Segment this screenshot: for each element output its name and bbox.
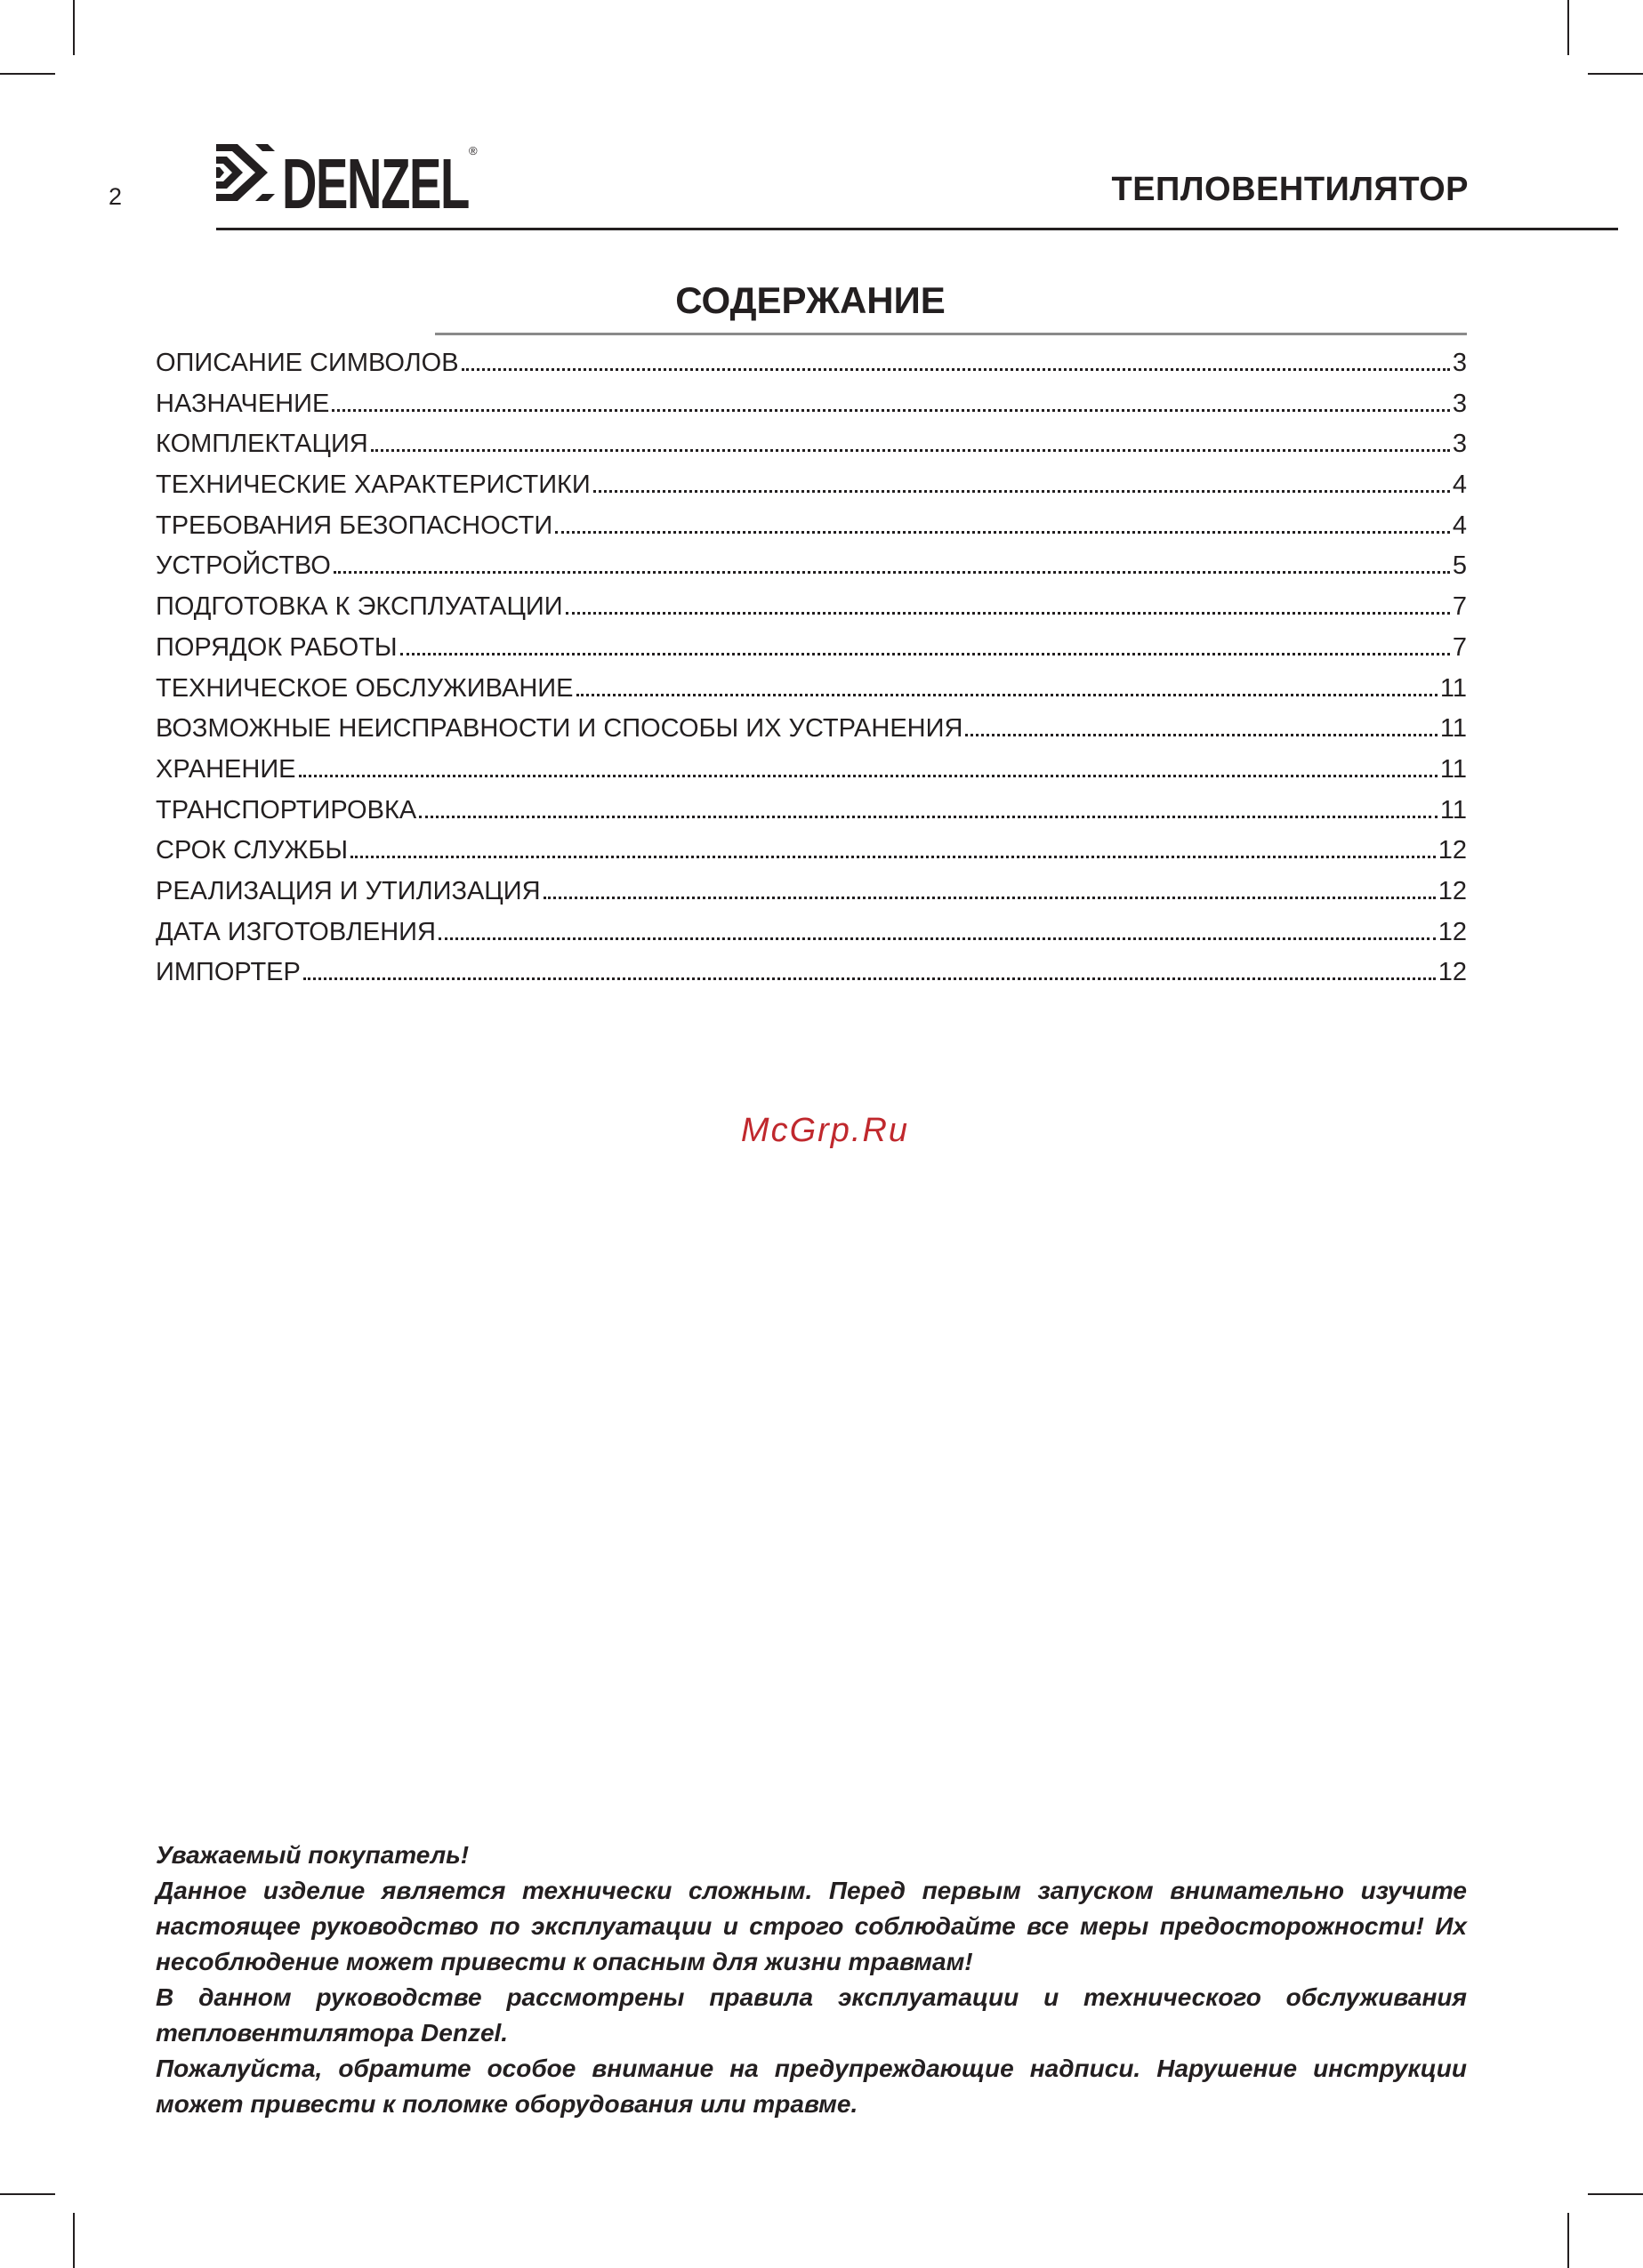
toc-entry-label: ИМПОРТЕР <box>156 958 301 987</box>
toc-entry-label: ХРАНЕНИЕ <box>156 754 296 784</box>
toc-entry-purpose[interactable] <box>156 390 1467 430</box>
toc-entry-page: 11 <box>1439 714 1467 744</box>
toc-entry-symbols[interactable] <box>156 349 1467 390</box>
toc-leader-dots <box>462 368 1450 371</box>
watermark: McGrp.Ru <box>740 1112 910 1149</box>
toc-entry-device[interactable] <box>156 551 1467 592</box>
toc-entry-service-life[interactable] <box>156 836 1467 877</box>
brand-logo <box>216 142 483 217</box>
toc-entry-maintenance[interactable] <box>156 674 1467 715</box>
toc-entry-importer[interactable] <box>156 958 1467 999</box>
toc-leader-dots <box>371 449 1450 452</box>
page-number: 2 <box>109 183 123 210</box>
toc-entry-page: 4 <box>1452 511 1467 540</box>
toc-leader-dots <box>965 734 1437 736</box>
toc-title: СОДЕРЖАНИЕ <box>675 279 946 321</box>
toc-entry-page: 7 <box>1452 592 1467 622</box>
toc-leader-dots <box>593 490 1450 493</box>
toc-leader-dots <box>419 816 1438 818</box>
toc-entry-label: ТРЕБОВАНИЯ БЕЗОПАСНОСТИ <box>156 511 553 540</box>
toc-entry-page: 12 <box>1438 917 1467 946</box>
toc-entry-page: 7 <box>1452 632 1467 662</box>
crop-mark <box>1588 73 1643 75</box>
toc-entry-page: 3 <box>1452 349 1467 377</box>
toc-leader-dots <box>332 409 1450 412</box>
toc-leader-dots <box>544 897 1436 899</box>
crop-mark <box>1567 0 1569 55</box>
header-title: ТЕПЛОВЕНТИЛЯТОР <box>1111 171 1469 208</box>
toc-entry-page: 11 <box>1439 754 1467 784</box>
toc-entry-label: ТРАНСПОРТИРОВКА <box>156 795 417 824</box>
toc-entry-page: 11 <box>1439 795 1467 824</box>
toc-leader-dots <box>350 856 1436 858</box>
toc-entry-label: ПОДГОТОВКА К ЭКСПЛУАТАЦИИ <box>156 592 563 622</box>
toc-entry-disposal[interactable] <box>156 877 1467 918</box>
toc-entry-transport[interactable] <box>156 796 1467 837</box>
brand-name: DENZEL <box>282 144 470 217</box>
toc-leader-dots <box>334 571 1450 574</box>
toc-entry-page: 12 <box>1438 836 1467 865</box>
toc-leader-dots <box>303 977 1436 980</box>
toc-leader-dots <box>400 653 1450 655</box>
toc-leader-dots <box>566 612 1450 615</box>
crop-mark <box>0 73 55 75</box>
toc-leader-dots <box>439 937 1436 940</box>
denzel-logo-icon <box>216 142 483 217</box>
toc-entry-preparation[interactable] <box>156 592 1467 633</box>
svg-text:®: ® <box>469 144 478 157</box>
toc-entry-operation[interactable] <box>156 633 1467 674</box>
toc-entry-page: 3 <box>1452 389 1467 418</box>
customer-notice <box>156 1838 1467 2122</box>
notice-paragraph: В данном руководстве рассмотрены правила эксплуатации и технического обслуживания тепловентилятора Denzel. <box>156 1983 1467 2047</box>
toc-title-divider <box>435 333 1467 335</box>
toc-entry-safety[interactable] <box>156 511 1467 552</box>
crop-mark <box>1588 2193 1643 2195</box>
table-of-contents <box>156 349 1467 999</box>
toc-entry-manufacture-date[interactable] <box>156 918 1467 959</box>
notice-paragraph: Данное изделие является технически сложным. Перед первым запуском внимательно изучите настоящее руководство по эксплуатации и строго соблюдайте все меры предосторожности! Их несоблюдение может привести к опасным для жизни травмам! <box>156 1877 1467 1975</box>
toc-entry-label: КОМПЛЕКТАЦИЯ <box>156 430 368 459</box>
toc-leader-dots <box>555 531 1450 534</box>
toc-entry-label: ТЕХНИЧЕСКИЕ ХАРАКТЕРИСТИКИ <box>156 470 591 500</box>
toc-entry-label: СРОК СЛУЖБЫ <box>156 836 349 865</box>
toc-entry-page: 12 <box>1438 876 1467 905</box>
notice-greeting: Уважаемый покупатель! <box>156 1841 470 1869</box>
toc-entry-storage[interactable] <box>156 755 1467 796</box>
crop-mark <box>73 0 75 55</box>
toc-entry-label: ВОЗМОЖНЫЕ НЕИСПРАВНОСТИ И СПОСОБЫ ИХ УСТРАНЕНИЯ <box>156 714 963 744</box>
toc-leader-dots <box>299 775 1438 777</box>
toc-entry-package[interactable] <box>156 430 1467 470</box>
crop-mark <box>0 2193 55 2195</box>
toc-leader-dots <box>576 694 1438 696</box>
crop-mark <box>73 2213 75 2268</box>
toc-entry-label: ПОРЯДОК РАБОТЫ <box>156 632 398 662</box>
header-divider <box>216 228 1618 230</box>
toc-entry-page: 11 <box>1439 673 1467 703</box>
notice-paragraph: Пожалуйста, обратите особое внимание на предупреждающие надписи. Нарушение инструкции может привести к поломке оборудования или травме. <box>156 2055 1467 2118</box>
toc-entry-label: ОПИСАНИЕ СИМВОЛОВ <box>156 349 459 377</box>
crop-mark <box>1567 2213 1569 2268</box>
toc-entry-page: 5 <box>1452 551 1467 581</box>
toc-entry-label: РЕАЛИЗАЦИЯ И УТИЛИЗАЦИЯ <box>156 876 541 905</box>
toc-entry-label: ДАТА ИЗГОТОВЛЕНИЯ <box>156 917 436 946</box>
toc-entry-page: 4 <box>1452 470 1467 500</box>
toc-entry-specifications[interactable] <box>156 470 1467 511</box>
toc-entry-page: 12 <box>1438 958 1467 987</box>
toc-entry-label: ТЕХНИЧЕСКОЕ ОБСЛУЖИВАНИЕ <box>156 673 574 703</box>
toc-entry-label: УСТРОЙСТВО <box>156 551 331 581</box>
toc-entry-label: НАЗНАЧЕНИЕ <box>156 389 330 418</box>
toc-entry-page: 3 <box>1452 430 1467 459</box>
toc-entry-troubleshooting[interactable] <box>156 714 1467 755</box>
